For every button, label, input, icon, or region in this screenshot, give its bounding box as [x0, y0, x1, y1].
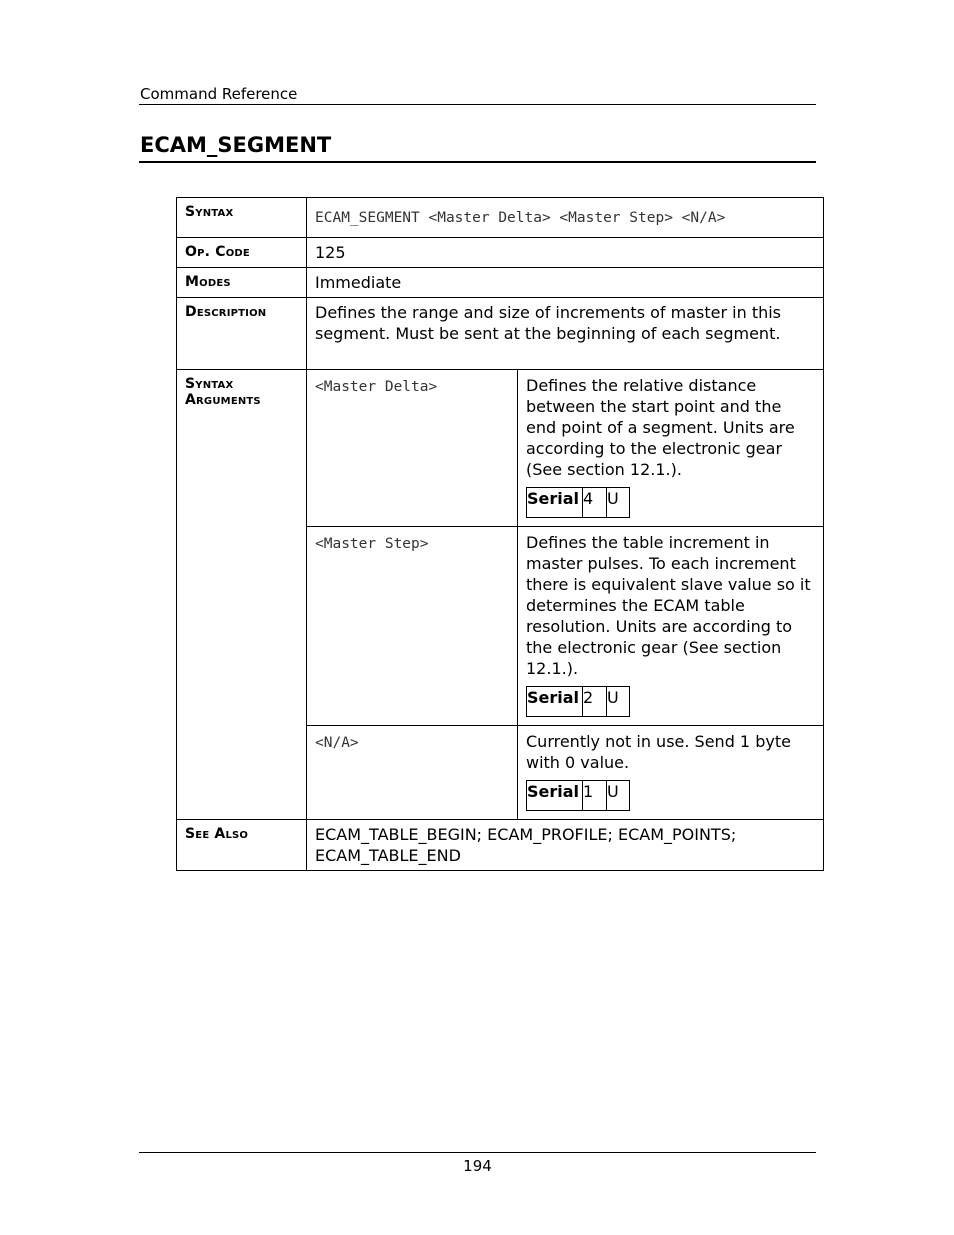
argument-description [518, 726, 824, 820]
see-also-row [177, 820, 824, 871]
serial-label: Serial [527, 781, 583, 811]
modes-value: Immediate [307, 268, 824, 298]
argument-description-text: Defines the table increment in master pulses. To each increment there is equivalent slave value so it determines the ECAM table resolution. Units are according to the electronic gear (See section 12.1.). [526, 533, 811, 678]
opcode-label: Op. Code [177, 238, 307, 268]
serial-label: Serial [527, 687, 583, 717]
syntax-row [177, 198, 824, 238]
argument-name: <Master Delta> [307, 370, 518, 527]
syntax-arguments-label: Syntax Arguments [177, 370, 307, 820]
modes-row [177, 268, 824, 298]
argument-description [518, 370, 824, 527]
running-header [139, 84, 816, 105]
running-title: Command Reference [140, 85, 298, 103]
page-number: 194 [463, 1157, 492, 1175]
argument-name: <Master Step> [307, 527, 518, 726]
description-row [177, 298, 824, 370]
serial-bytes: 2 [583, 687, 607, 717]
serial-format-table [526, 780, 630, 811]
serial-format-table [526, 686, 630, 717]
serial-sign: U [607, 687, 630, 717]
command-table [176, 197, 824, 871]
syntax-label: Syntax [177, 198, 307, 238]
see-also-value: ECAM_TABLE_BEGIN; ECAM_PROFILE; ECAM_POINTS; ECAM_TABLE_END [307, 820, 824, 871]
modes-label: Modes [177, 268, 307, 298]
serial-sign: U [607, 488, 630, 518]
section-heading [139, 131, 816, 163]
argument-description-text: Defines the relative distance between the start point and the end point of a segment. Units are according to the electronic gear (See section 12.1.). [526, 376, 795, 479]
argument-row [177, 370, 824, 527]
opcode-row [177, 238, 824, 268]
opcode-value: 125 [307, 238, 824, 268]
section-title: ECAM_SEGMENT [140, 133, 332, 157]
argument-name: <N/A> [307, 726, 518, 820]
serial-label: Serial [527, 488, 583, 518]
serial-sign: U [607, 781, 630, 811]
description-label: Description [177, 298, 307, 370]
serial-format-table [526, 487, 630, 518]
serial-bytes: 4 [583, 488, 607, 518]
page-footer [139, 1152, 816, 1175]
argument-description [518, 527, 824, 726]
serial-bytes: 1 [583, 781, 607, 811]
description-value: Defines the range and size of increments of master in this segment. Must be sent at the beginning of each segment. [307, 298, 824, 370]
argument-description-text: Currently not in use. Send 1 byte with 0 value. [526, 732, 791, 772]
syntax-value: ECAM_SEGMENT <Master Delta> <Master Step> <N/A> [307, 198, 824, 238]
see-also-label: See Also [177, 820, 307, 871]
